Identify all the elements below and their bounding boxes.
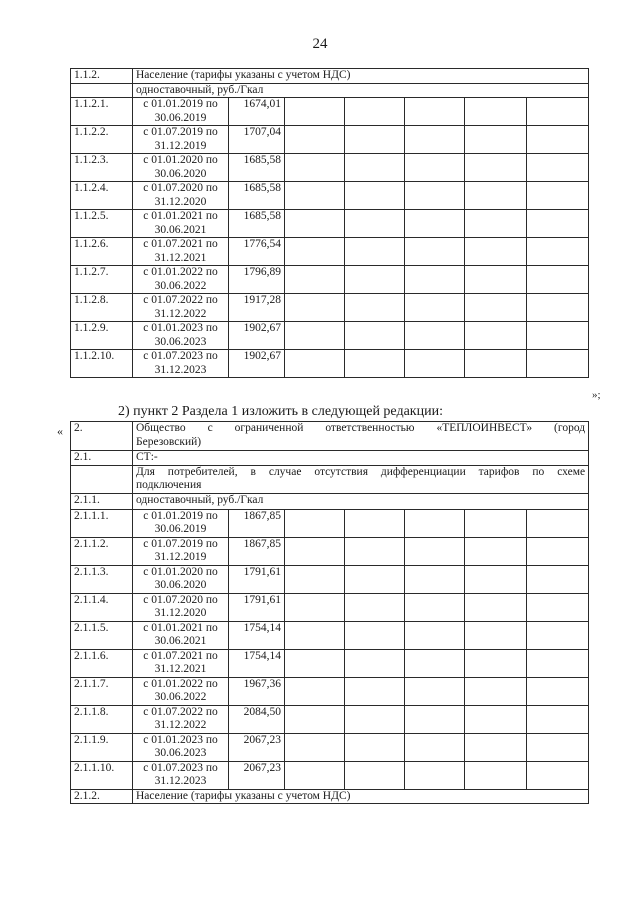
empty-cell xyxy=(405,154,465,182)
row-price: 1685,58 xyxy=(229,182,285,210)
row-price: 1707,04 xyxy=(229,126,285,154)
row-price: 1754,14 xyxy=(229,649,285,677)
empty-cell xyxy=(405,509,465,537)
period-end: 31.12.2023 xyxy=(154,363,207,376)
empty-cell xyxy=(285,593,345,621)
tariff-row xyxy=(71,733,589,761)
row-price: 2084,50 xyxy=(229,705,285,733)
period-end: 30.06.2020 xyxy=(154,167,207,180)
empty-cell xyxy=(345,761,405,789)
table2-ct-code: 2.1. xyxy=(71,451,133,466)
empty-cell xyxy=(405,537,465,565)
row-code: 2.1.1.5. xyxy=(71,621,133,649)
row-period xyxy=(133,294,229,322)
table2-footer-row xyxy=(71,789,589,804)
empty-cell xyxy=(405,126,465,154)
row-code: 1.1.2.8. xyxy=(71,294,133,322)
empty-cell xyxy=(285,266,345,294)
tariff-row xyxy=(71,154,589,182)
table2-rate-code: 2.1.1. xyxy=(71,493,133,509)
empty-cell xyxy=(285,126,345,154)
empty-cell xyxy=(285,565,345,593)
empty-cell xyxy=(527,350,589,378)
empty-cell xyxy=(345,509,405,537)
tariff-row xyxy=(71,565,589,593)
tariff-row xyxy=(71,98,589,126)
empty-cell xyxy=(345,98,405,126)
empty-cell xyxy=(285,154,345,182)
row-period xyxy=(133,154,229,182)
period-start: с 01.01.2019 по xyxy=(143,509,218,522)
period-start: с 01.07.2022 по xyxy=(143,705,218,718)
table2-ct-text: СТ:- xyxy=(133,451,589,466)
row-price: 2067,23 xyxy=(229,761,285,789)
table1-header-text: Население (тарифы указаны с учетом НДС) xyxy=(133,69,589,84)
empty-cell xyxy=(345,649,405,677)
period-start: с 01.07.2020 по xyxy=(143,182,218,194)
empty-cell xyxy=(527,238,589,266)
empty-cell xyxy=(527,621,589,649)
table2-consumers-row xyxy=(71,465,589,493)
period-end: 31.12.2021 xyxy=(154,663,207,675)
empty-cell xyxy=(405,266,465,294)
row-code: 1.1.2.7. xyxy=(71,266,133,294)
empty-cell xyxy=(285,210,345,238)
empty-cell xyxy=(405,649,465,677)
empty-cell xyxy=(285,350,345,378)
empty-cell xyxy=(465,705,527,733)
period-end: 30.06.2021 xyxy=(154,223,207,236)
period-start: с 01.07.2022 по xyxy=(143,294,218,306)
table2-consumers-line1: Для потребителей, в случае отсутствия дифференциации тарифов по схеме xyxy=(136,465,586,478)
empty-cell xyxy=(345,621,405,649)
row-period xyxy=(133,593,229,621)
empty-cell xyxy=(465,509,527,537)
row-price: 1796,89 xyxy=(229,266,285,294)
empty-cell xyxy=(465,621,527,649)
row-period xyxy=(133,350,229,378)
table2-ct-row xyxy=(71,451,589,466)
row-price: 1967,36 xyxy=(229,677,285,705)
empty-cell xyxy=(465,677,527,705)
row-code: 1.1.2.6. xyxy=(71,238,133,266)
row-code: 2.1.1.6. xyxy=(71,649,133,677)
row-code: 2.1.1.3. xyxy=(71,565,133,593)
row-price: 1754,14 xyxy=(229,621,285,649)
empty-cell xyxy=(345,322,405,350)
period-start: с 01.07.2020 по xyxy=(143,593,218,606)
section-heading: 2) пункт 2 Раздела 1 изложить в следующей редакции: xyxy=(118,404,443,419)
row-price: 1776,54 xyxy=(229,238,285,266)
table1-body xyxy=(71,69,589,378)
period-start: с 01.07.2019 по xyxy=(143,126,218,138)
row-price: 1791,61 xyxy=(229,593,285,621)
period-end: 30.06.2022 xyxy=(154,691,207,703)
period-end: 31.12.2019 xyxy=(154,551,207,563)
period-start: с 01.01.2020 по xyxy=(143,565,218,578)
table2-org-line2: Березовский) xyxy=(136,435,202,448)
row-price: 1685,58 xyxy=(229,154,285,182)
row-code: 1.1.2.9. xyxy=(71,322,133,350)
period-start: с 01.01.2022 по xyxy=(143,266,218,278)
empty-cell xyxy=(405,294,465,322)
empty-cell xyxy=(465,593,527,621)
tariff-row xyxy=(71,210,589,238)
tariff-row xyxy=(71,537,589,565)
empty-cell xyxy=(405,733,465,761)
row-price: 2067,23 xyxy=(229,733,285,761)
empty-cell xyxy=(465,210,527,238)
empty-cell xyxy=(285,537,345,565)
empty-cell xyxy=(345,126,405,154)
empty-cell xyxy=(345,705,405,733)
empty-cell xyxy=(405,677,465,705)
empty-cell xyxy=(465,154,527,182)
period-start: с 01.01.2023 по xyxy=(143,322,218,334)
table2-footer xyxy=(71,789,589,804)
page-number: 24 xyxy=(312,36,328,52)
row-period xyxy=(133,677,229,705)
empty-cell xyxy=(527,649,589,677)
row-code: 2.1.1.8. xyxy=(71,705,133,733)
tariff-row xyxy=(71,182,589,210)
tariff-row xyxy=(71,761,589,789)
period-end: 30.06.2023 xyxy=(154,747,207,759)
period-start: с 01.07.2021 по xyxy=(143,238,218,250)
table1-header-row xyxy=(71,69,589,84)
empty-cell xyxy=(527,509,589,537)
empty-cell xyxy=(285,294,345,322)
table2-rate-text: одноставочный, руб./Гкал xyxy=(133,493,589,509)
empty-cell xyxy=(345,537,405,565)
empty-cell xyxy=(465,565,527,593)
empty-cell xyxy=(345,593,405,621)
row-period xyxy=(133,537,229,565)
table2-org-code: 2. xyxy=(71,422,133,451)
tariff-row xyxy=(71,677,589,705)
empty-cell xyxy=(527,677,589,705)
row-period xyxy=(133,649,229,677)
empty-cell xyxy=(345,733,405,761)
empty-cell xyxy=(527,126,589,154)
empty-cell xyxy=(405,593,465,621)
empty-cell xyxy=(345,565,405,593)
row-period xyxy=(133,733,229,761)
period-end: 30.06.2022 xyxy=(154,279,207,292)
tariff-row xyxy=(71,621,589,649)
tariff-row xyxy=(71,294,589,322)
empty-cell xyxy=(527,565,589,593)
table2-rate-row xyxy=(71,493,589,509)
empty-cell xyxy=(465,322,527,350)
table2-consumers-empty xyxy=(71,465,133,493)
empty-cell xyxy=(527,294,589,322)
row-code: 1.1.2.5. xyxy=(71,210,133,238)
empty-cell xyxy=(527,98,589,126)
empty-cell xyxy=(527,705,589,733)
empty-cell xyxy=(465,649,527,677)
empty-cell xyxy=(527,593,589,621)
period-end: 30.06.2019 xyxy=(154,111,207,124)
row-code: 1.1.2.2. xyxy=(71,126,133,154)
tariff-row xyxy=(71,509,589,537)
empty-cell xyxy=(405,182,465,210)
tariff-row xyxy=(71,705,589,733)
table2-footer-code: 2.1.2. xyxy=(71,789,133,804)
row-code: 2.1.1.2. xyxy=(71,537,133,565)
period-end: 30.06.2020 xyxy=(154,579,207,591)
row-period xyxy=(133,322,229,350)
empty-cell xyxy=(465,537,527,565)
tariff-row xyxy=(71,126,589,154)
tariff-row xyxy=(71,593,589,621)
empty-cell xyxy=(345,294,405,322)
row-price: 1867,85 xyxy=(229,509,285,537)
empty-cell xyxy=(405,350,465,378)
empty-cell xyxy=(345,266,405,294)
period-start: с 01.07.2021 по xyxy=(143,649,218,662)
table1-header-code: 1.1.2. xyxy=(71,69,133,84)
table2-consumers-cell xyxy=(133,465,589,493)
tariff-row xyxy=(71,238,589,266)
period-end: 31.12.2020 xyxy=(154,195,207,208)
empty-cell xyxy=(527,733,589,761)
row-period xyxy=(133,705,229,733)
period-end: 30.06.2021 xyxy=(154,635,207,647)
row-period xyxy=(133,238,229,266)
tariff-table-population xyxy=(70,68,589,378)
empty-cell xyxy=(285,238,345,266)
period-end: 31.12.2022 xyxy=(154,307,207,320)
table2-org-row xyxy=(71,422,589,451)
row-code: 1.1.2.10. xyxy=(71,350,133,378)
empty-cell xyxy=(285,98,345,126)
table2-org-line1: Общество с ограниченной ответственностью «ТЕПЛОИНВЕСТ» (город xyxy=(136,422,586,434)
period-start: с 01.01.2021 по xyxy=(143,621,218,634)
empty-cell xyxy=(405,238,465,266)
opening-quote: « xyxy=(57,424,63,438)
row-period xyxy=(133,98,229,126)
row-price: 1791,61 xyxy=(229,565,285,593)
table2-body xyxy=(71,422,589,790)
empty-cell xyxy=(345,182,405,210)
empty-cell xyxy=(465,98,527,126)
period-start: с 01.01.2023 по xyxy=(143,733,218,746)
row-price: 1902,67 xyxy=(229,322,285,350)
table2-org-cell xyxy=(133,422,589,451)
period-end: 31.12.2022 xyxy=(154,719,207,731)
empty-cell xyxy=(405,761,465,789)
period-end: 31.12.2019 xyxy=(154,139,207,152)
tariff-table-teploinvest xyxy=(70,421,589,804)
row-price: 1867,85 xyxy=(229,537,285,565)
row-code: 2.1.1.9. xyxy=(71,733,133,761)
row-period xyxy=(133,182,229,210)
empty-cell xyxy=(285,761,345,789)
empty-cell xyxy=(345,154,405,182)
row-code: 1.1.2.4. xyxy=(71,182,133,210)
row-period xyxy=(133,126,229,154)
period-start: с 01.07.2023 по xyxy=(143,761,218,774)
row-code: 2.1.1.1. xyxy=(71,509,133,537)
table1-subheader-text: одноставочный, руб./Гкал xyxy=(133,83,589,98)
row-period xyxy=(133,761,229,789)
row-period xyxy=(133,210,229,238)
empty-cell xyxy=(285,322,345,350)
row-price: 1674,01 xyxy=(229,98,285,126)
period-start: с 01.07.2019 по xyxy=(143,537,218,550)
empty-cell xyxy=(527,537,589,565)
empty-cell xyxy=(465,182,527,210)
period-end: 30.06.2023 xyxy=(154,335,207,348)
period-end: 31.12.2020 xyxy=(154,607,207,619)
period-start: с 01.07.2023 по xyxy=(143,350,218,362)
row-code: 1.1.2.1. xyxy=(71,98,133,126)
row-code: 2.1.1.10. xyxy=(71,761,133,789)
row-code: 1.1.2.3. xyxy=(71,154,133,182)
period-end: 31.12.2023 xyxy=(154,775,207,787)
empty-cell xyxy=(285,621,345,649)
row-price: 1685,58 xyxy=(229,210,285,238)
empty-cell xyxy=(527,322,589,350)
empty-cell xyxy=(405,565,465,593)
empty-cell xyxy=(405,705,465,733)
empty-cell xyxy=(345,210,405,238)
empty-cell xyxy=(285,705,345,733)
empty-cell xyxy=(527,761,589,789)
period-start: с 01.01.2021 по xyxy=(143,210,218,222)
row-code: 2.1.1.7. xyxy=(71,677,133,705)
empty-cell xyxy=(465,238,527,266)
empty-cell xyxy=(465,294,527,322)
table1-subheader-empty xyxy=(71,83,133,98)
closing-quote: »; xyxy=(592,389,601,401)
empty-cell xyxy=(285,182,345,210)
tariff-row xyxy=(71,266,589,294)
empty-cell xyxy=(465,266,527,294)
row-period xyxy=(133,509,229,537)
empty-cell xyxy=(345,677,405,705)
table2-footer-text: Население (тарифы указаны с учетом НДС) xyxy=(133,789,589,804)
empty-cell xyxy=(345,350,405,378)
row-price: 1902,67 xyxy=(229,350,285,378)
period-start: с 01.01.2022 по xyxy=(143,677,218,690)
empty-cell xyxy=(527,210,589,238)
tariff-row xyxy=(71,350,589,378)
empty-cell xyxy=(405,210,465,238)
row-period xyxy=(133,266,229,294)
empty-cell xyxy=(527,266,589,294)
empty-cell xyxy=(527,154,589,182)
empty-cell xyxy=(285,733,345,761)
table2-consumers-line2: подключения xyxy=(136,479,202,491)
row-price: 1917,28 xyxy=(229,294,285,322)
tariff-row xyxy=(71,649,589,677)
empty-cell xyxy=(405,621,465,649)
empty-cell xyxy=(465,733,527,761)
row-period xyxy=(133,621,229,649)
table1-subheader-row xyxy=(71,83,589,98)
empty-cell xyxy=(345,238,405,266)
empty-cell xyxy=(405,98,465,126)
empty-cell xyxy=(405,322,465,350)
empty-cell xyxy=(285,509,345,537)
empty-cell xyxy=(285,649,345,677)
empty-cell xyxy=(465,761,527,789)
row-period xyxy=(133,565,229,593)
period-start: с 01.01.2020 по xyxy=(143,154,218,166)
period-start: с 01.01.2019 по xyxy=(143,98,218,110)
empty-cell xyxy=(527,182,589,210)
empty-cell xyxy=(465,126,527,154)
empty-cell xyxy=(285,677,345,705)
period-end: 31.12.2021 xyxy=(154,251,207,264)
period-end: 30.06.2019 xyxy=(154,523,207,535)
row-code: 2.1.1.4. xyxy=(71,593,133,621)
tariff-row xyxy=(71,322,589,350)
empty-cell xyxy=(465,350,527,378)
